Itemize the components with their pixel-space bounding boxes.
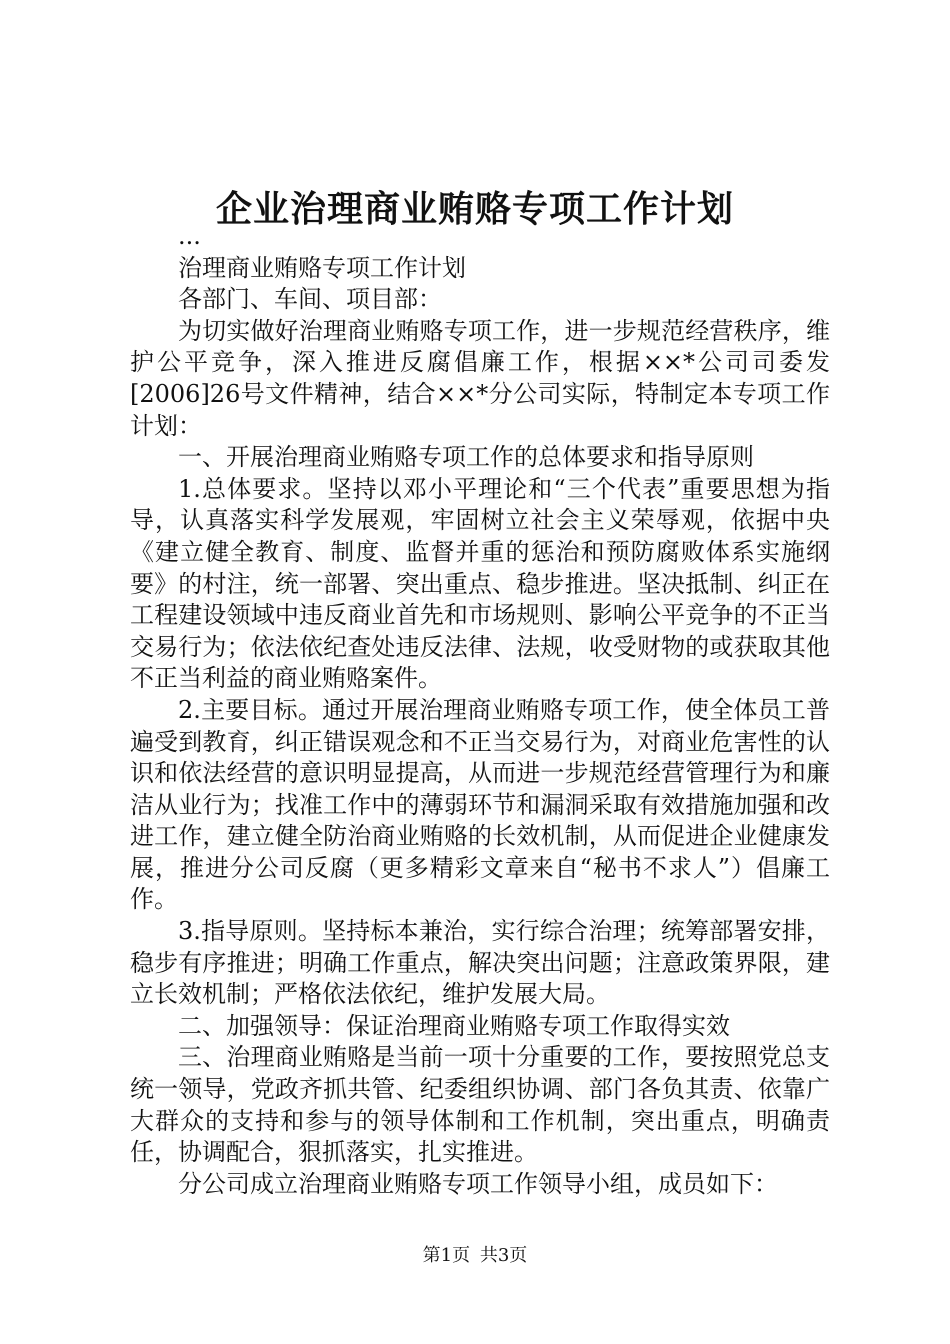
- document-body: [130, 221, 830, 1200]
- page-footer: [0, 1244, 950, 1268]
- paragraph-guiding-principles: 3.指导原则。坚持标本兼治，实行综合治理；统筹部署安排，稳步有序推进；明确工作重点，解决突出问题；注意政策界限，建立长效机制；严格依法依纪，维护发展大局。: [130, 917, 830, 1009]
- paragraph-group-members: 分公司成立治理商业贿赂专项工作领导小组，成员如下：: [178, 1169, 778, 1198]
- page-total: 共3页: [479, 1245, 528, 1266]
- ellipsis-line: ...: [178, 222, 201, 250]
- salutation: 各部门、车间、项目部：: [178, 285, 442, 314]
- paragraph-leadership: 三、治理商业贿赂是当前一项十分重要的工作，要按照党总支统一领导，党政齐抓共管、纪委组织协调、部门各负其责、依靠广大群众的支持和参与的领导体制和工作机制，突出重点，明确责任，协调配合，狠抓落实，扎实推进。: [130, 1043, 830, 1167]
- paragraph-main-goals: 2.主要目标。通过开展治理商业贿赂专项工作，使全体员工普遍受到教育，纠正错误观念和不正当交易行为，对商业危害性的认识和依法经营的意识明显提高，从而进一步规范经营管理行为和廉洁从业行为；找准工作中的薄弱环节和漏洞采取有效措施加强和改进工作，建立健全防治商业贿赂的长效机制，从而促进企业健康发展，推进分公司反腐（更多精彩文章来自“秘书不求人”）倡廉工作。: [130, 695, 830, 914]
- subtitle-line: 治理商业贿赂专项工作计划: [178, 253, 466, 282]
- section-heading-1: 一、开展治理商业贿赂专项工作的总体要求和指导原则: [178, 443, 754, 472]
- intro-paragraph: 为切实做好治理商业贿赂专项工作，进一步规范经营秩序，维护公平竞争，深入推进反腐倡廉工作，根据××*公司司委发[2006]26号文件精神，结合××*分公司实际，特制定本专项工作计划：: [130, 316, 830, 440]
- section-heading-2: 二、加强领导：保证治理商业贿赂专项工作取得实效: [178, 1011, 730, 1040]
- document-title: 企业治理商业贿赂专项工作计划: [215, 188, 734, 230]
- paragraph-overall-requirements: 1.总体要求。坚持以邓小平理论和“三个代表”重要思想为指导，认真落实科学发展观，牢固树立社会主义荣辱观，依据中央《建立健全教育、制度、监督并重的惩治和预防腐败体系实施纲要》的村注，统一部署、突出重点、稳步推进。坚决抵制、纠正在工程建设领域中违反商业首先和市场规则、影响公平竞争的不正当交易行为；依法依纪查处违反法律、法规，收受财物的或获取其他不正当利益的商业贿赂案件。: [130, 474, 830, 693]
- page-number: 第1页: [422, 1245, 471, 1266]
